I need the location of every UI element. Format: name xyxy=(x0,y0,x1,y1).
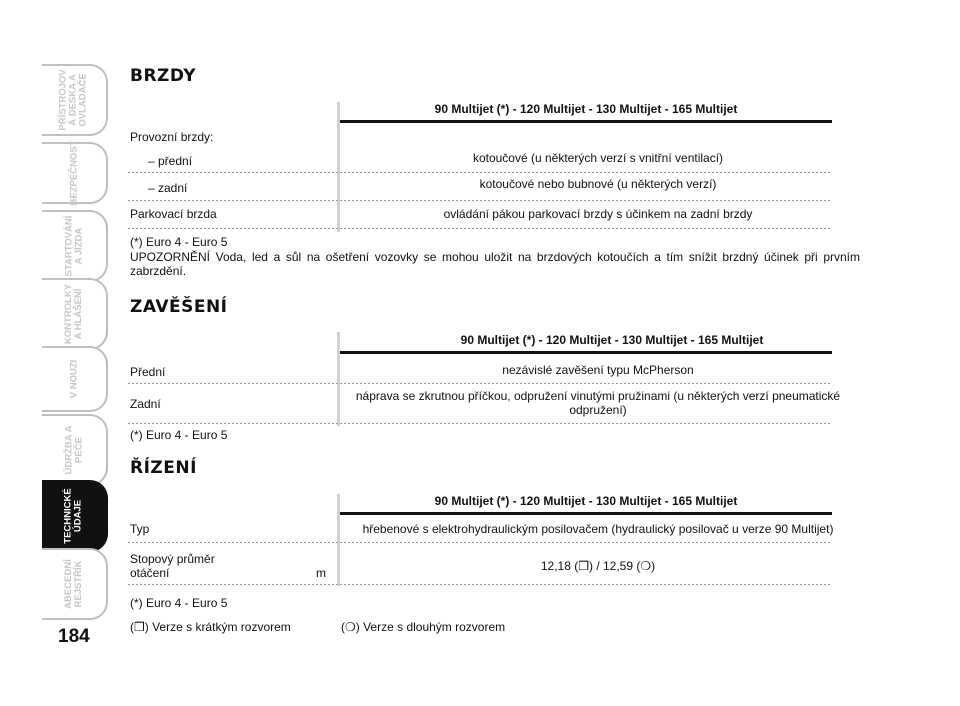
steering-header-rule xyxy=(340,512,832,515)
tab-v-nouzi[interactable]: V NOUZI xyxy=(42,346,108,412)
steering-legend-long: (❍) Verze s dlouhým rozvorem xyxy=(341,620,506,634)
steering-type-value: hřebenové s elektrohydraulickým posilovačem (hydraulický posilovač u verze 90 Multijet) xyxy=(362,522,834,536)
steering-legend-short: (❒) Verze s krátkým rozvorem xyxy=(130,620,291,634)
brakes-column-header: 90 Multijet (*) - 120 Multijet - 130 Multijet - 165 Multijet xyxy=(434,102,738,116)
row-divider xyxy=(128,542,832,543)
row-divider xyxy=(128,172,832,173)
steering-turning-label-2: otáčení xyxy=(130,566,170,580)
row-divider xyxy=(128,383,832,384)
row-divider xyxy=(128,423,832,424)
tab-bezpecnost[interactable]: BEZPEČNOST xyxy=(42,142,108,204)
suspension-front-value: nezávislé zavěšení typu McPherson xyxy=(502,363,694,377)
suspension-front-label: Přední xyxy=(130,365,166,379)
page-number: 184 xyxy=(58,626,90,647)
brakes-front-value: kotoučové (u některých verzí s vnitřní ventilací) xyxy=(472,151,724,165)
steering-turning-unit: m xyxy=(316,566,326,580)
brakes-parking-label: Parkovací brzda xyxy=(130,207,217,221)
suspension-title: ZAVĚŠENÍ xyxy=(130,297,228,317)
suspension-rear-value: náprava se zkrutnou příčkou, odpružení vinutými pružinami (u některých verzí pneumatické odpružení) xyxy=(355,389,841,417)
brakes-footnote: (*) Euro 4 - Euro 5 xyxy=(130,235,228,249)
brakes-header-rule xyxy=(340,120,832,123)
brakes-warning: UPOZORNĚNÍ Voda, led a sůl na ošetření vozovky se mohou uložit na brzdových kotoučích a tím snížit brzdný účinek při prvním zabrzdění. xyxy=(130,250,860,278)
brakes-rear-label: – zadní xyxy=(148,181,188,195)
tab-startovani[interactable]: STARTOVÁNÍ A JÍZDA xyxy=(42,210,108,282)
tab-kontrolky[interactable]: KONTROLKY A HLÁŠENÍ xyxy=(42,278,108,350)
tab-udrzba[interactable]: ÚDRŽBA A PÉČE xyxy=(42,414,108,486)
row-divider xyxy=(128,200,832,201)
steering-turning-value: 12,18 (❒) / 12,59 (❍) xyxy=(540,559,656,573)
steering-footnote: (*) Euro 4 - Euro 5 xyxy=(130,596,228,610)
steering-title: ŘÍZENÍ xyxy=(130,458,197,478)
row-divider xyxy=(128,228,832,229)
suspension-header-rule xyxy=(340,351,832,354)
suspension-rear-label: Zadní xyxy=(130,397,161,411)
tab-pristrojova-deska[interactable]: PŘÍSTROJOV Á DESKA A OVLADAČE xyxy=(42,64,108,136)
tab-abecedni-rejstrik[interactable]: ABECEDNÍ REJSTŘÍK xyxy=(42,548,108,620)
steering-type-label: Typ xyxy=(130,522,150,536)
row-divider xyxy=(128,584,832,585)
tab-technicke-udaje[interactable]: TECHNICKÉ ÚDAJE xyxy=(42,480,108,552)
brakes-rear-value: kotoučové nebo bubnové (u některých verzí) xyxy=(479,177,717,191)
brakes-title: BRZDY xyxy=(130,66,197,86)
brakes-parking-value: ovládání pákou parkovací brzdy s účinkem na zadní brzdy xyxy=(443,207,753,221)
steering-turning-label-1: Stopový průměr xyxy=(130,552,215,566)
suspension-footnote: (*) Euro 4 - Euro 5 xyxy=(130,428,228,442)
suspension-column-header: 90 Multijet (*) - 120 Multijet - 130 Multijet - 165 Multijet xyxy=(460,333,764,347)
brakes-service-label: Provozní brzdy: xyxy=(130,130,214,144)
brakes-front-label: – přední xyxy=(148,154,193,168)
steering-column-header: 90 Multijet (*) - 120 Multijet - 130 Multijet - 165 Multijet xyxy=(434,494,738,508)
